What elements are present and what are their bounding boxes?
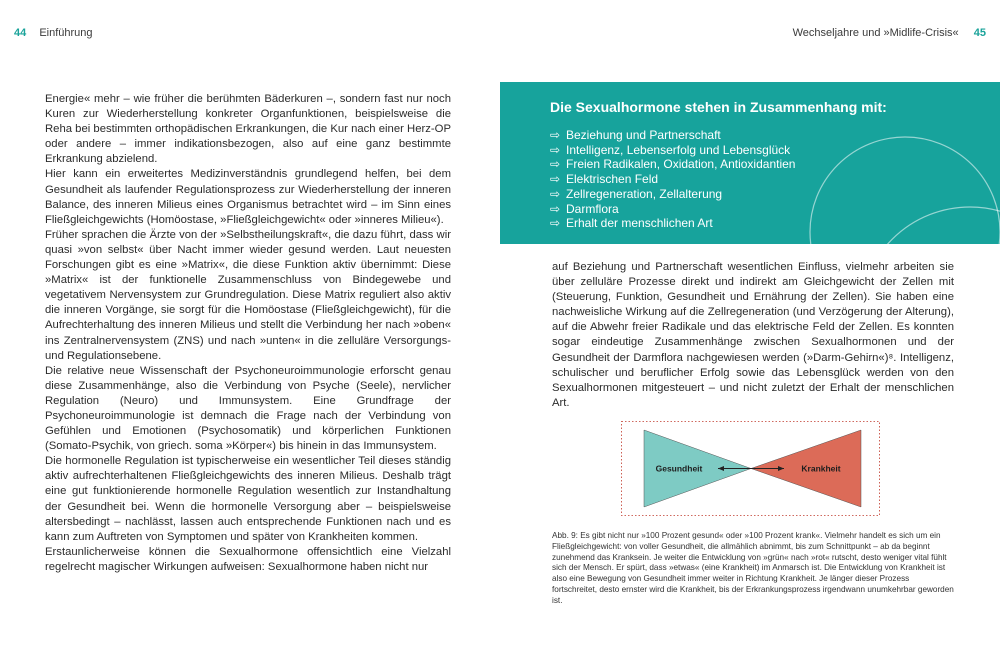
arrow-right-icon: ⇨: [550, 172, 561, 187]
left-page-number: 44: [14, 27, 27, 39]
arrow-right-icon: ⇨: [550, 128, 561, 142]
figure-caption: Abb. 9: Es gibt nicht nur »100 Prozent gesund« oder »100 Prozent krank«. Vielmehr handelt es sich um ein Fließgleichgewicht: von voller Gesundheit, die allmählich abnimmt, bis zum Schnittpunkt – ab da beginnt zunehmend das Kranksein. Je weiter die Entwicklung von »grün« nach »rot« rutscht, desto weniger vital fühlt sich der Mensch. Er spürt, dass »etwas« (eine Krankheit) im Anmarsch ist. Die Entwicklung von Krankheit ist also eine Bewegung von Gesundheit immer weiter in Richtung Krankheit. Je länger dieser Prozess fortschreitet, desto ernster wird die Krankheit, bis der Erkrankungsprozess irgendwann unumkehrbar geworden ist.: [552, 531, 954, 605]
list-item-label: Intelligenz, Lebenserfolg und Lebensglück: [566, 142, 791, 157]
arrow-right-icon: ⇨: [550, 201, 561, 216]
list-item-label: Elektrischen Feld: [566, 172, 659, 187]
info-box-list: [550, 128, 795, 231]
list-item-label: Freien Radikalen, Oxidation, Antioxidantien: [566, 157, 796, 172]
list-item-label: Darmflora: [566, 201, 619, 216]
illness-label: Krankheit: [801, 463, 841, 474]
list-item: [550, 216, 795, 231]
list-item-label: Erhalt der menschlichen Art: [566, 216, 713, 231]
list-item: [550, 128, 795, 143]
list-item: [550, 172, 795, 187]
right-running-head: [793, 27, 986, 39]
right-chapter-title: Wechseljahre und »Midlife-Crisis«: [792, 27, 959, 39]
body-paragraph: Die hormonelle Regulation ist typischerweise ein wesentlicher Teil dieses ständig aktiv aufrechterhaltenen Fließgleichgewichts des inneren Milieus. Deshalb trägt eine gut funktionierende hormonelle Regulation wesentlich zur Instandhaltung der Gesundheit bei. Wenn die hormonelle Versorgung aber – beispielsweise altersbedingt – nachlässt, lassen auch entsprechende Funktionen nach und es kann zum Auftreten von Symptomen und später von Krankheiten kommen.: [45, 455, 451, 543]
left-chapter-title: Einführung: [39, 27, 93, 39]
list-item: [550, 143, 795, 158]
list-item: [550, 187, 795, 202]
body-paragraph: Erstaunlicherweise können die Sexualhormone offensichtlich eine Vielzahl regelrecht magischer Wirkungen aufweisen: Sexualhormone haben nicht nur: [45, 545, 451, 573]
body-paragraph: Hier kann ein erweitertes Medizinverständnis grundlegend helfen, bei dem Gesundheit als laufender Regulationsprozess zur Wiederherstellung der inneren Balance, des inneren Milieus eines Organismus betrachtet wird – im Sinn eines Fließgleichgewichts (Homöostase, »Fließgleichgewicht« oder »inneres Milieu«).: [45, 168, 451, 226]
arrow-right-icon: ⇨: [550, 157, 561, 172]
list-item: [550, 157, 795, 172]
left-body-text: [45, 92, 451, 575]
list-item: [550, 202, 795, 217]
arrow-right-icon: ⇨: [550, 142, 561, 157]
arrow-right-icon: ⇨: [550, 186, 561, 201]
info-box-title: Die Sexualhormone stehen in Zusammenhang mit:: [550, 99, 887, 115]
health-illness-diagram: [621, 421, 880, 516]
sexual-hormones-info-box: [500, 82, 1000, 244]
arrow-right-icon: ⇨: [550, 216, 561, 231]
body-paragraph: Energie« mehr – wie früher die berühmten Bäderkuren –, sondern fast nur noch Kuren zur Wiederherstellung konkreter Organfunktionen, beispielsweise die Reha bei bestimmten orthopädischen Erkrankungen, die Kur nach einer Herz-OP oder andere – immer indikationsbezogen, also auf eine ganz bestimmte Erkrankung abzielend.: [45, 93, 451, 166]
body-paragraph: auf Beziehung und Partnerschaft wesentlichen Einfluss, vielmehr arbeiten sie über zelluläre Prozesse direkt und indirekt am Gleichgewicht der Zellen mit (Steuerung, Funktion, Gesundheit und Ernährung der Zellen). Sie haben eine nachweisliche Wirkung auf die Zellregeneration (und Verzögerung der Alterung), auf die Abwehr freier Radikale und das elektrische Feld der Zellen. Es konnten sogar eindeutige Zusammenhänge zwischen Sexualhormonen und der Gesundheit der Darmflora nachgewiesen werden (»Darm-Gehirn«)⁸. Intelligenz, schulischer und beruflicher Erfolg sowie das Lebensglück werden von den Sexualhormonen mitgesteuert – und nicht zuletzt der Erhalt der menschlichen Art.: [552, 261, 954, 409]
right-body-text: [552, 260, 954, 411]
body-paragraph: Früher sprachen die Ärzte von der »Selbstheilungskraft«, die dazu führt, dass wir quasi »von selbst« über Nacht immer wieder gesund werden. Laut neuesten Forschungen gibt es eine »Matrix«, die diese Funktion aktiv übernimmt: Diese »Matrix« ist der funktionelle Zusammenschluss von Bindegewebe und vegetativem Nervensystem zur Grundregulation. Diese Matrix reguliert also aktiv die inneren Vorgänge, sie sorgt für die Homöostase (Fließgleichgewicht), für die Aufrechterhaltung des inneren Milieus und stellt die Verbindung her nach »oben« ins Zentralnervensystem (ZNS) und nach »unten« in die zelluläre Versorgungs- und Regulationsebene.: [45, 228, 451, 362]
list-item-label: Zellregeneration, Zellalterung: [566, 186, 723, 201]
right-page-number: 45: [973, 27, 986, 39]
health-label: Gesundheit: [655, 463, 703, 474]
list-item-label: Beziehung und Partnerschaft: [566, 128, 721, 142]
left-running-head: [14, 27, 93, 39]
body-paragraph: Die relative neue Wissenschaft der Psychoneuroimmunologie erforscht genau diese Zusammenhänge, also die Verbindung von Psyche (Seele), nervlicher Regulation (Neuro) und Immunsystem. Eine Grundfrage der Psychoneuroimmunologie ist demnach die Frage nach der Verbindung von Gefühlen und Emotionen (Psychosomatik) und körperlichen Funktionen (Somato-Psychik, von griech. soma »Körper«) bis hinein in das Immunsystem.: [45, 364, 451, 453]
